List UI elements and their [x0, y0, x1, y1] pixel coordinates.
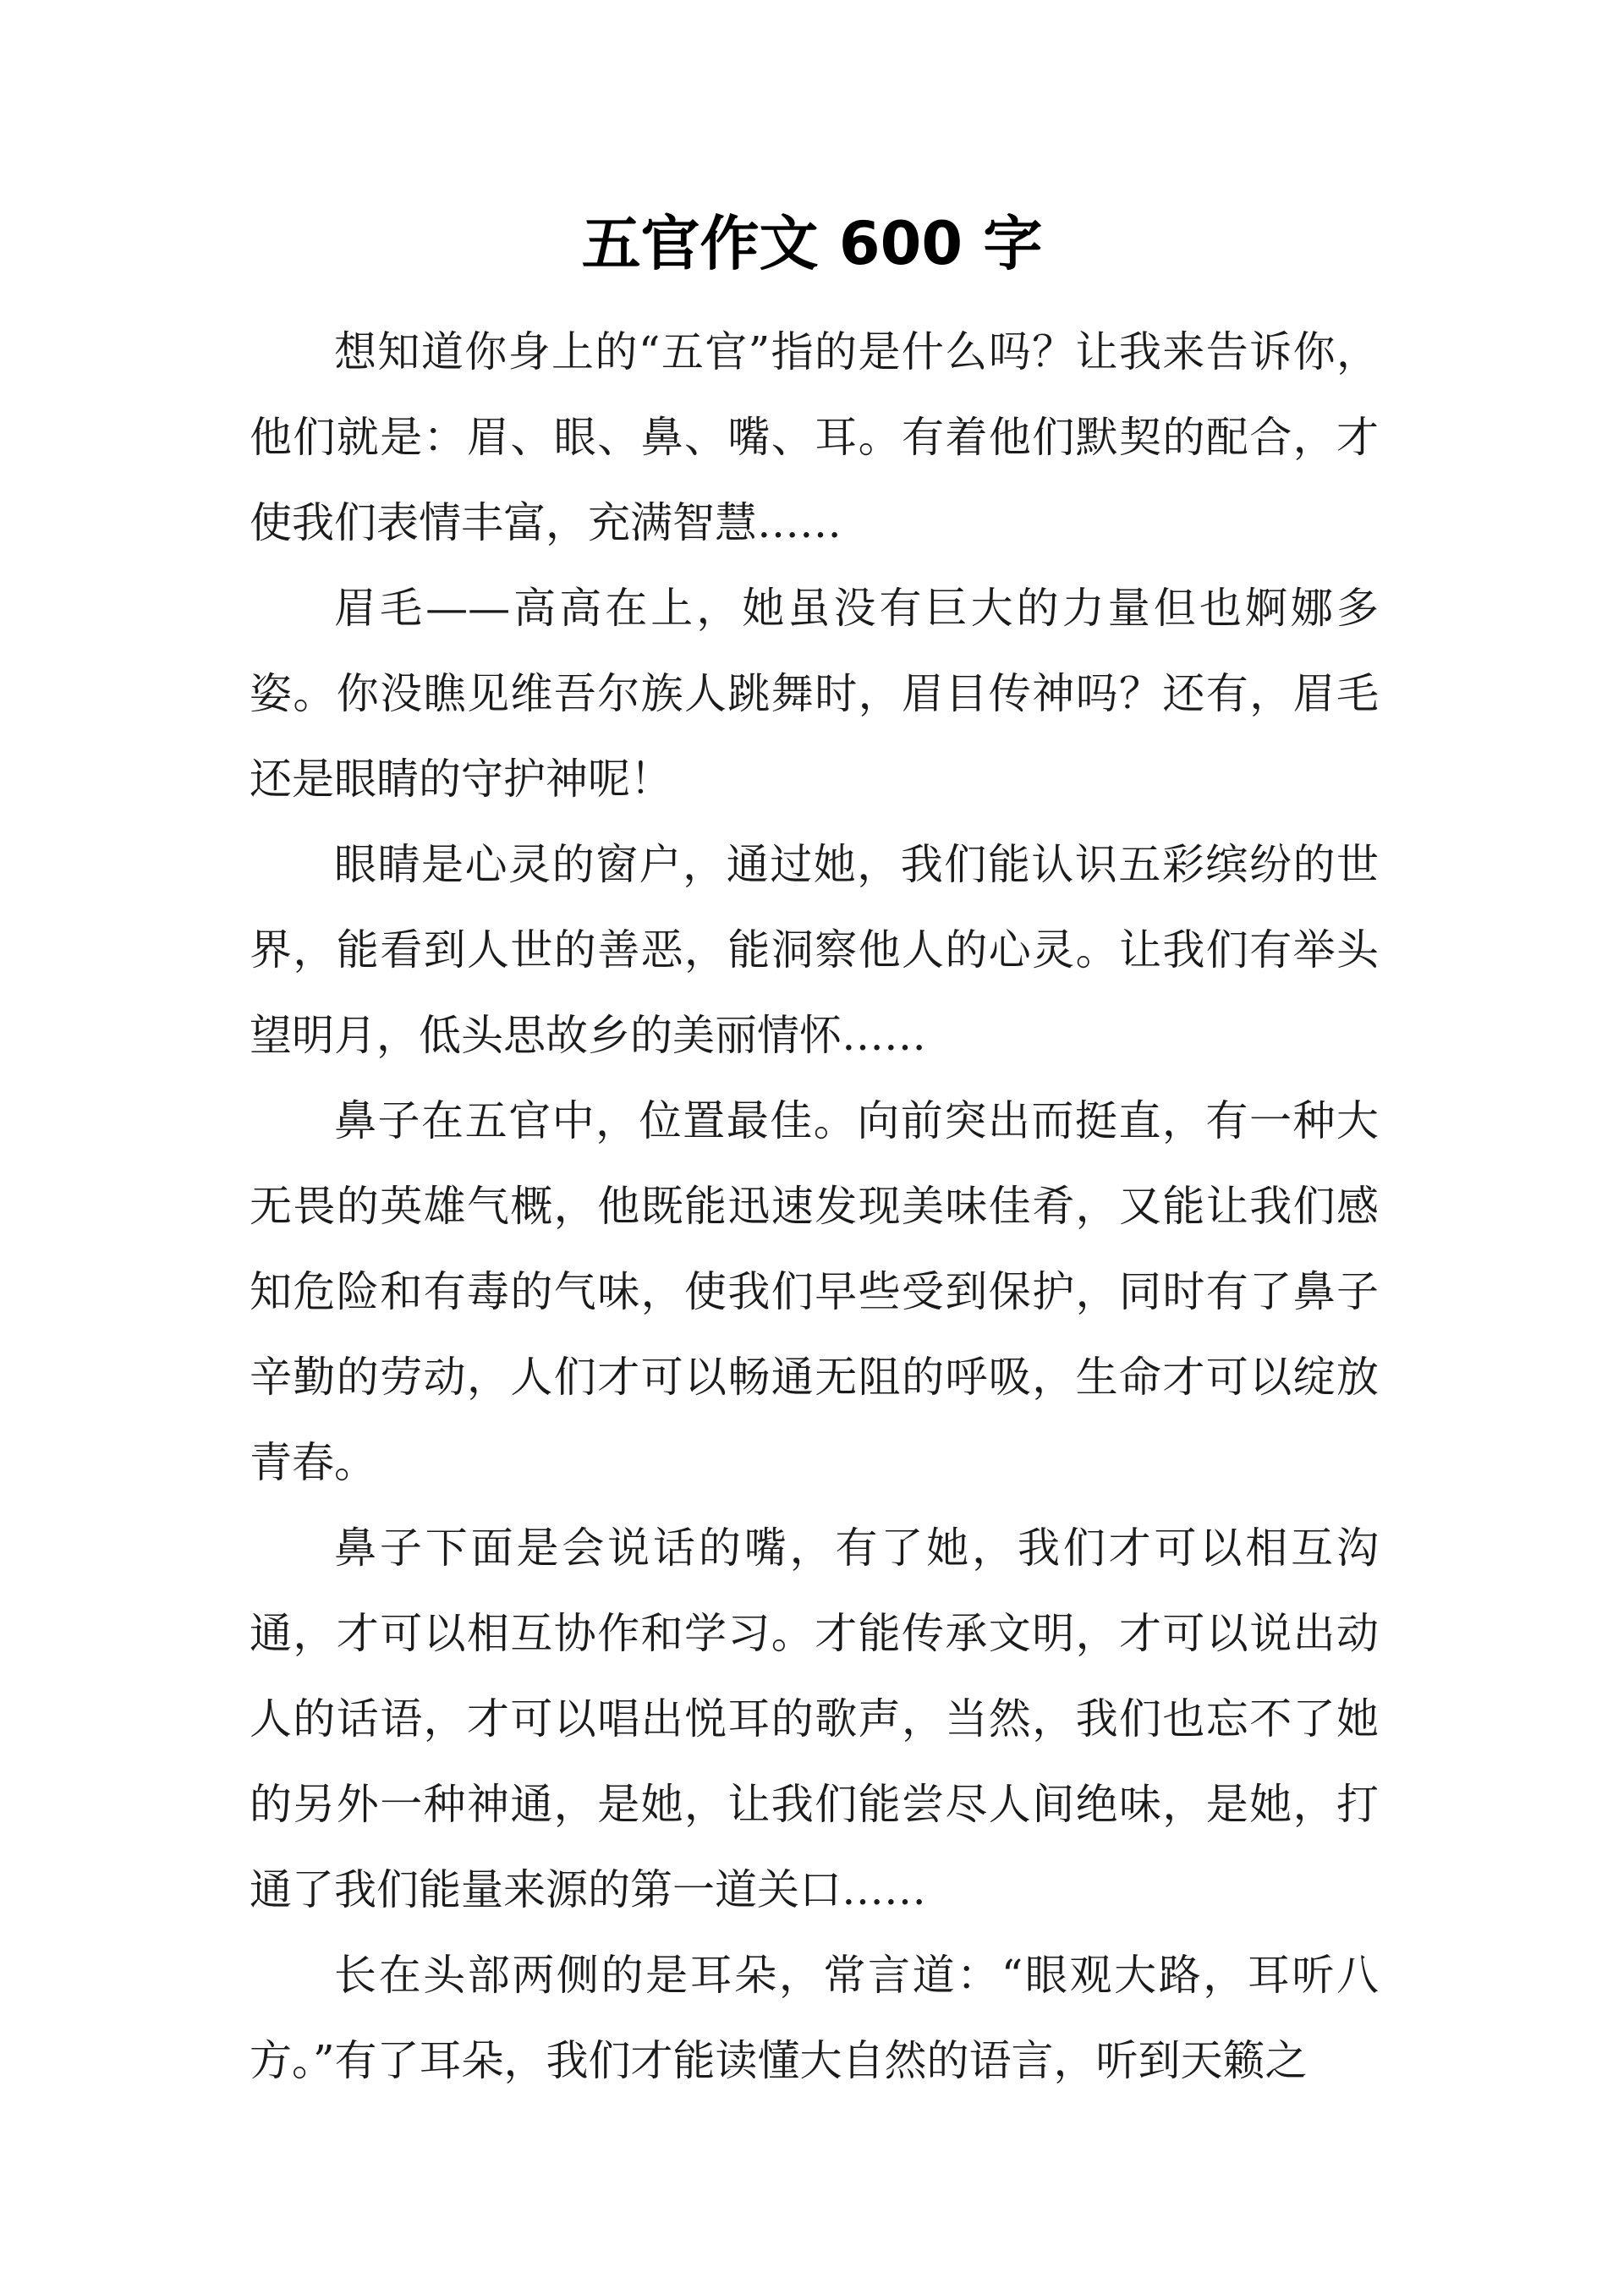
- paragraph-nose: 鼻子在五官中，位置最佳。向前突出而挺直，有一种大无畏的英雄气概，他既能迅速发现美味佳肴，又能让我们感知危险和有毒的气味，使我们早些受到保护，同时有了鼻子辛勤的劳动，人们才可以畅通无阻的呼吸，生命才可以绽放青春。: [250, 1096, 1379, 1487]
- paragraph-eyebrows: 眉毛——高高在上，她虽没有巨大的力量但也婀娜多姿。你没瞧见维吾尔族人跳舞时，眉目传神吗？还有，眉毛还是眼睛的守护神呢！: [250, 584, 1379, 804]
- document-body: [250, 310, 1379, 2104]
- paragraph-mouth: 鼻子下面是会说话的嘴，有了她，我们才可以相互沟通，才可以相互协作和学习。才能传承文明，才可以说出动人的话语，才可以唱出悦耳的歌声，当然，我们也忘不了她的另外一种神通，是她，让我们能尝尽人间绝味，是她，打通了我们能量来源的第一道关口……: [250, 1524, 1379, 1914]
- document-title: 五官作文 600 字: [581, 209, 1043, 278]
- paragraph-intro: 想知道你身上的“五官”指的是什么吗？让我来告诉你，他们就是：眉、眼、鼻、嘴、耳。有着他们默契的配合，才使我们表情丰富，充满智慧……: [250, 327, 1379, 547]
- paragraph-eyes: 眼睛是心灵的窗户，通过她，我们能认识五彩缤纷的世界，能看到人世的善恶，能洞察他人的心灵。让我们有举头望明月，低头思故乡的美丽情怀……: [250, 840, 1379, 1060]
- paragraph-ears: 长在头部两侧的是耳朵，常言道：“眼观大路，耳听八方。”有了耳朵，我们才能读懂大自然的语言，听到天籁之: [250, 1951, 1379, 2085]
